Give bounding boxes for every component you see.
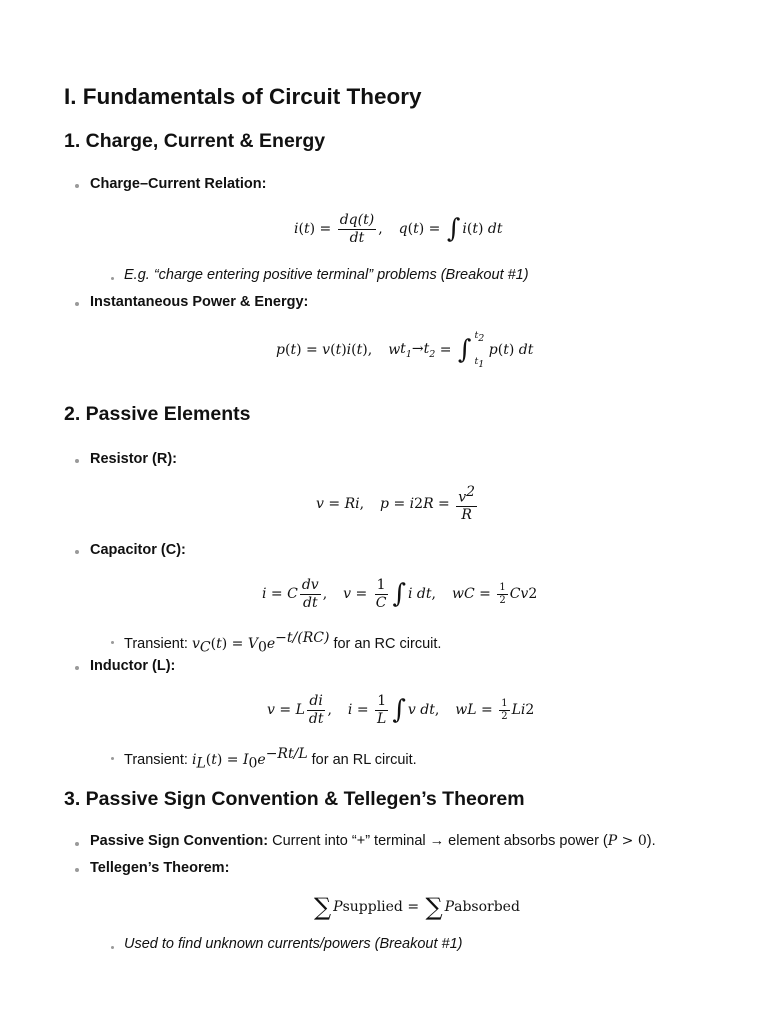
formula-power-energy: p ( t ) = v ( t ) i ( t ), w $t_1\to t_2$ = ∫ $t_2$ $t_1$ p ( t ) dt <box>276 330 534 370</box>
bullet-dot <box>75 302 79 306</box>
passive-sign-convention-text: Current into “+” terminal → element absorbs power ( <box>272 833 608 849</box>
charge-current-label: Charge–Current Relation: <box>90 176 267 192</box>
passive-sign-convention-line: Passive Sign Convention: Current into “+” terminal → element absorbs power (P > 0). <box>90 833 656 849</box>
sub-bullet-dot <box>111 757 114 760</box>
charge-example-note: E.g. “charge entering positive terminal” problems (Breakout #1) <box>124 267 529 283</box>
formula-charge-current: i ( t ) = $\frac{dq(t)}{dt}$ , q ( t ) = ∫ i ( t ) dt <box>294 211 503 246</box>
inductor-transient-suffix: for an RL circuit. <box>311 751 417 768</box>
inductor-transient-prefix: Transient: <box>124 751 188 768</box>
formula-capacitor: i = C $\frac{dv}{dt}$ , v = $\frac{1}{C}$ ∫ i dt , w C = $\frac{1}{2}$ Cv 2 <box>262 576 538 611</box>
bullet-dot <box>75 666 79 670</box>
capacitor-transient: Transient: $v_C(t) = V_0e^{-t/(RC)}$ for an RC circuit. <box>124 630 442 656</box>
formula-tellegen: ∑ P supplied = ∑ P absorbed <box>314 893 520 921</box>
bullet-dot <box>75 459 79 463</box>
heading-sign-convention-tellegen: 3. Passive Sign Convention & Tellegen’s Theorem <box>64 788 525 810</box>
passive-sign-convention-close: ). <box>646 833 656 849</box>
tellegen-label: Tellegen’s Theorem: <box>90 860 230 876</box>
formula-inductor: v = L $\frac{di}{dt}$ , i = $\frac{1}{L}$ ∫ v dt , w L = $\frac{1}{2}$ Li 2 <box>267 692 535 727</box>
bullet-dot <box>75 550 79 554</box>
capacitor-label: Capacitor (C): <box>90 542 186 558</box>
power-energy-label: Instantaneous Power & Energy: <box>90 294 309 310</box>
bullet-dot <box>75 184 79 188</box>
resistor-label: Resistor (R): <box>90 451 178 467</box>
formula-resistor: v = Ri , p = i 2 R = $\frac{v^2}{R}$ <box>316 483 476 524</box>
sub-bullet-dot <box>111 946 114 949</box>
sub-bullet-dot <box>111 641 114 644</box>
inductor-transient: Transient: $i_L(t) = I_0e^{-Rt/L}$ for an RL circuit. <box>124 746 417 772</box>
tellegen-note: Used to find unknown currents/powers (Breakout #1) <box>124 936 463 952</box>
heading-passive-elements: 2. Passive Elements <box>64 403 251 425</box>
section-title: I. Fundamentals of Circuit Theory <box>64 84 422 109</box>
passive-sign-convention-label: Passive Sign Convention: <box>90 833 269 849</box>
capacitor-transient-prefix: Transient: <box>124 635 188 652</box>
sub-bullet-dot <box>111 277 114 280</box>
capacitor-transient-suffix: for an RC circuit. <box>333 635 442 652</box>
bullet-dot <box>75 868 79 872</box>
bullet-dot <box>75 842 79 846</box>
inductor-label: Inductor (L): <box>90 658 176 674</box>
heading-charge-current-energy: 1. Charge, Current & Energy <box>64 130 326 152</box>
